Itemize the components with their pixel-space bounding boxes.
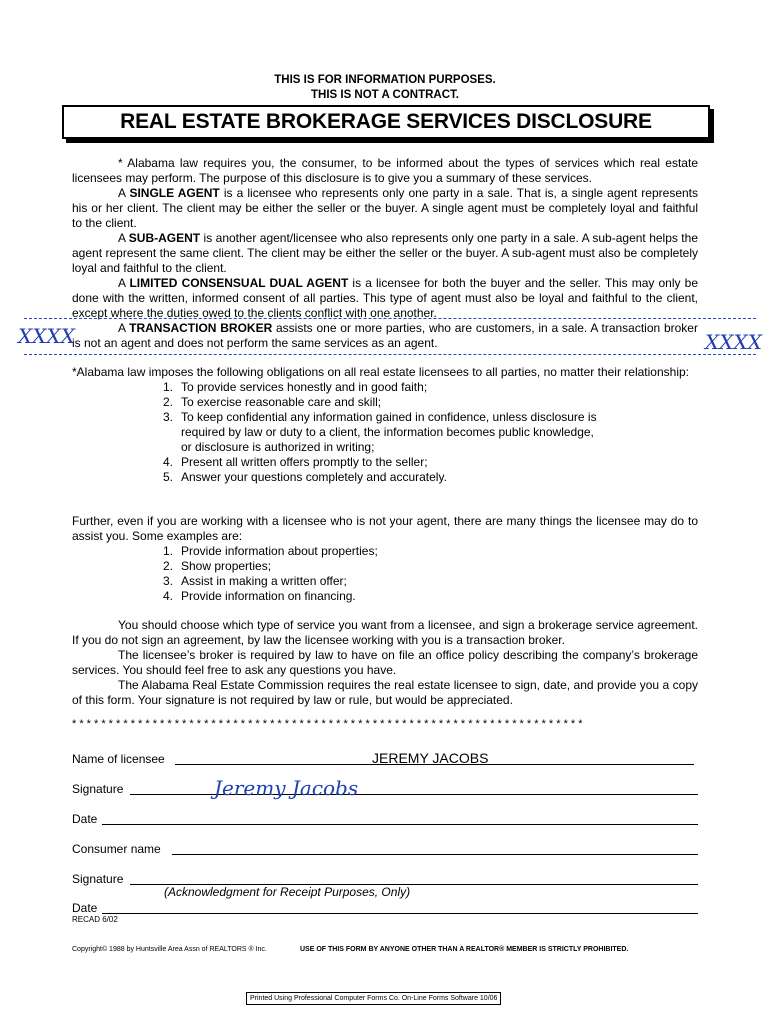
item-number: 4. [163, 455, 174, 469]
transaction-broker-term: TRANSACTION BROKER [129, 321, 273, 335]
title-box [62, 105, 710, 139]
item-number: 5. [163, 470, 174, 484]
header-contract-line: THIS IS NOT A CONTRACT. [310, 89, 459, 101]
item-number: 1. [163, 380, 174, 394]
obligations-intro: *Alabama law imposes the following obligations on all real estate licensees to all parties, no matter their relationship: [72, 365, 689, 379]
obligations-list [163, 380, 603, 485]
list-item [163, 380, 603, 395]
left-handwritten-mark: XXXX [18, 324, 75, 348]
item-text: Assist in making a written offer; [181, 574, 347, 588]
single-agent-term: SINGLE AGENT [129, 186, 220, 200]
consumer-name-field [72, 840, 698, 858]
markup-line-top [24, 318, 756, 319]
date-line[interactable] [102, 913, 698, 914]
single-agent-text: is a licensee who represents only one party in a sale. That is, a single agent represents his or her client. The client may be either the seller or the buyer. A single agent must be completely loyal and faithful to the client. [72, 186, 699, 230]
item-text: To exercise reasonable care and skill; [181, 395, 382, 409]
further-intro: Further, even if you are working with a licensee who is not your agent, there are many things the licensee may do to assist you. Some examples are: [72, 514, 698, 543]
dual-agent-paragraph [72, 276, 698, 321]
licensee-name-label: Name of licensee [72, 752, 165, 766]
list-item [163, 395, 603, 410]
list-item [163, 544, 698, 559]
intro-paragraph: * Alabama law requires you, the consumer, to be informed about the types of services which real estate licensees may perform. The purpose of this disclosure is to give you a summary of these services. [72, 156, 698, 185]
asterisk-separator: * * * * * * * * * * * * * * * * * * * * * * * * * * * * * * * * * * * * * * * * * * * * * * * * * * * * * * * * * * * * * * * * * * * * * * [72, 718, 583, 730]
acknowledgment-note: (Acknowledgment for Receipt Purposes, Only) [164, 885, 411, 899]
closing-paragraph-3: The Alabama Real Estate Commission requires the real estate licensee to sign, date, and provide you a copy of this form. Your signature is not required by law or rule, but would be appreciated. [72, 678, 698, 707]
item-text: Present all written offers promptly to the seller; [181, 455, 428, 469]
tb-prefix: A [118, 321, 130, 335]
item-text: Show properties; [181, 559, 272, 573]
item-number: 4. [163, 589, 174, 603]
list-item [163, 470, 603, 485]
item-text: Answer your questions completely and accurately. [181, 470, 447, 484]
list-item [163, 559, 698, 574]
transaction-broker-paragraph [72, 321, 698, 351]
list-item [163, 455, 603, 470]
intro-section [72, 156, 698, 351]
licensee-date-field [72, 810, 698, 828]
item-text: To provide services honestly and in good faith; [181, 380, 428, 394]
item-number: 3. [163, 574, 174, 588]
date-label: Date [72, 812, 98, 826]
printed-by-text: Printed Using Professional Computer Forms Co. On-Line Forms Software 10/06 [250, 995, 498, 1002]
closing-paragraph-2: The licensee’s broker is required by law to have on file an office policy describing the company’s brokerage services. You should feel free to ask any questions you have. [72, 648, 698, 677]
licensee-name-value: JEREMY JACOBS [372, 750, 489, 766]
licensee-name-field [72, 750, 698, 768]
single-prefix: A [118, 186, 130, 200]
item-number: 3. [163, 410, 174, 424]
item-text: To keep confidential any information gained in confidence, unless disclosure is required by law or duty to a client, the information becomes public knowledge, or disclosure is authorized in writing; [181, 410, 597, 454]
printed-by-box [246, 992, 501, 1005]
page-title: REAL ESTATE BROKERAGE SERVICES DISCLOSURE [120, 110, 652, 133]
further-list [163, 544, 698, 604]
licensee-signature-value: Jeremy Jacobs [214, 776, 359, 800]
consumer-date-field [72, 899, 698, 917]
consumer-name-line[interactable] [172, 854, 698, 855]
form-code: RECAD 6/02 [72, 915, 118, 924]
item-number: 2. [163, 559, 174, 573]
further-section [72, 514, 698, 604]
closing-section [72, 618, 698, 708]
licensee-signature-label: Signature [72, 782, 124, 796]
list-item [163, 410, 603, 455]
sub-agent-paragraph [72, 231, 698, 276]
right-handwritten-mark: XXXX [705, 330, 762, 354]
single-agent-paragraph [72, 186, 698, 231]
transaction-broker-text: assists one or more parties, who are customers, in a sale. A transaction broker is not an agent and does not perform the same services as an agent. [72, 321, 698, 350]
list-item [163, 574, 698, 589]
list-item [163, 589, 698, 604]
item-text: Provide information on financing. [181, 589, 356, 603]
closing-paragraph-1: You should choose which type of service you want from a licensee, and sign a brokerage service agreement. If you do not sign an agreement, by law the licensee working with you is a transaction broker. [72, 618, 698, 647]
copyright-text: Copyright© 1988 by Huntsville Area Assn of REALTORS ® Inc. [72, 946, 267, 953]
item-text: Provide information about properties; [181, 544, 378, 558]
header-info-line: THIS IS FOR INFORMATION PURPOSES. [274, 74, 496, 86]
item-number: 1. [163, 544, 174, 558]
consumer-name-label: Consumer name [72, 842, 161, 856]
dual-prefix: A [118, 276, 130, 290]
obligations-section [72, 365, 698, 485]
consumer-signature-label: Signature [72, 872, 124, 886]
date-label: Date [72, 901, 98, 915]
dual-agent-term: LIMITED CONSENSUAL DUAL AGENT [129, 276, 349, 290]
markup-line-bottom [24, 354, 756, 355]
sub-agent-term: SUB-AGENT [128, 231, 201, 245]
sub-prefix: A [118, 231, 129, 245]
dual-agent-text: is a licensee for both the buyer and the seller. This may only be done with the written, informed consent of all parties. This type of agent must also be loyal and faithful to the client, except where the duties owed to the clients conflict with one another. [72, 276, 698, 320]
licensee-signature-field [72, 776, 698, 800]
usage-warning: USE OF THIS FORM BY ANYONE OTHER THAN A REALTOR® MEMBER IS STRICTLY PROHIBITED. [300, 946, 629, 953]
date-line[interactable] [102, 824, 698, 825]
item-number: 2. [163, 395, 174, 409]
sub-agent-text: is another agent/licensee who also represents only one party in a sale. A sub-agent helps the agent represent the same client. The client may be either the seller or the buyer. A sub-agent must also be completely loyal and faithful to the client. [72, 231, 698, 275]
